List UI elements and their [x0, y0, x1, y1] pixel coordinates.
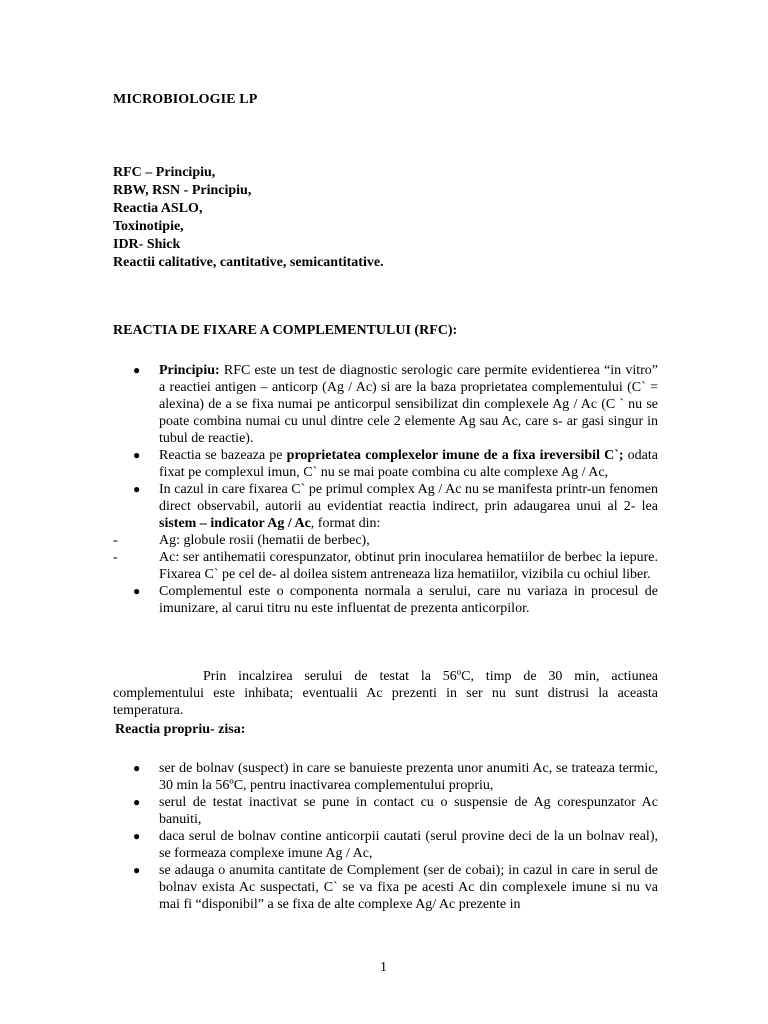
list-item — [113, 447, 658, 481]
bullet-icon: ● — [133, 795, 141, 809]
document-header: MICROBIOLOGIE LP — [113, 92, 258, 107]
topics-list — [113, 164, 384, 272]
bullet-icon: ● — [133, 829, 141, 843]
steps-list — [113, 760, 658, 913]
page-number: 1 — [380, 960, 387, 975]
item-emphasis: sistem – indicator Ag / Ac — [159, 516, 311, 531]
item-text: , format din: — [310, 516, 381, 531]
bullet-icon: ● — [133, 584, 141, 598]
body-paragraph: Prin incalzirea serului de testat la 56ºC, timp de 30 min, actiunea complementului este inhibata; eventualii Ac prezenti in ser nu sunt distrusi la aceasta temperatura. — [113, 669, 658, 718]
topic-item: Reactia ASLO, — [113, 201, 203, 216]
list-item — [113, 481, 658, 532]
item-text: Ac: ser antihematii corespunzator, obtinut prin inocularea hematiilor de berbec la iepure. Fixarea C` pe cel de- al doilea sistem antreneaza liza hematiilor, vizibila cu ochiul liber. — [159, 550, 658, 582]
bullet-icon: ● — [133, 482, 141, 496]
item-emphasis: proprietatea complexelor imune de a fixa ireversibil C`; — [286, 448, 624, 463]
list-item — [113, 362, 658, 447]
topic-item: RFC – Principiu, — [113, 165, 216, 180]
subsection-title: Reactia propriu- zisa: — [115, 722, 246, 737]
bullet-icon: ● — [133, 363, 141, 377]
item-text: se adauga o anumita cantitate de Complement (ser de cobai); in cazul in care in serul de bolnav exista Ac suspectati, C` se va fixa pe acesti Ac din complexele imune si nu va mai fi “disponibil” a se fixa de alte complexe Ag/ Ac prezente in — [159, 863, 658, 912]
item-text: serul de testat inactivat se pune in contact cu o suspensie de Ag corespunzator Ac banuiti, — [159, 795, 658, 827]
bullet-icon: ● — [133, 761, 141, 775]
item-text: In cazul in care fixarea C` pe primul complex Ag / Ac nu se manifesta printr-un fenomen direct observabil, autorii au evidentiat reactia indirect, prin adaugarea unui al 2- lea — [159, 482, 658, 514]
list-item — [113, 794, 658, 828]
bullet-icon: ● — [133, 448, 141, 462]
list-item — [113, 760, 658, 794]
principle-label: Principiu: — [159, 363, 220, 378]
principle-list — [113, 362, 658, 617]
topic-item: RBW, RSN - Principiu, — [113, 183, 252, 198]
list-item — [113, 862, 658, 913]
item-text: Reactia se bazeaza pe — [159, 448, 287, 463]
item-text: Ag: globule rosii (hematii de berbec), — [159, 533, 370, 548]
item-text: daca serul de bolnav contine anticorpii cautati (serul provine deci de la un bolnav real), se formeaza complexe imune Ag / Ac, — [159, 829, 658, 861]
item-text: Complementul este o componenta normala a serului, care nu variaza in procesul de imunizare, al carui titru nu este influentat de prezenta anticorpilor. — [159, 584, 658, 616]
dash-marker: - — [113, 550, 118, 565]
list-item — [113, 583, 658, 617]
topic-item: Toxinotipie, — [113, 219, 184, 234]
item-text: odata fixat pe complexul imun, C` nu se mai poate combina cu alte complexe Ag / Ac, — [159, 448, 658, 480]
principle-text: RFC este un test de diagnostic serologic care permite evidentierea “in vitro” a reactiei antigen – anticorp (Ag / Ac) si are la baza proprietatea complementului (C` = alexina) de a se fixa numai pe anticorpul sensibilizat din complexele Ag / Ac (C ` nu se poate combina numai cu unul dintre cele 2 elemente Ag sau Ac, care s- ar gasi singur in tubul de reactie). — [159, 363, 658, 446]
topic-item: IDR- Shick — [113, 237, 181, 252]
item-text: ser de bolnav (suspect) in care se banuieste prezenta unor anumiti Ac, se trateaza termic, 30 min la 56ºC, pentru inactivarea complementului propriu, — [159, 761, 658, 793]
topic-item: Reactii calitative, cantitative, semicantitative. — [113, 255, 384, 270]
list-item — [113, 532, 658, 549]
section-title: REACTIA DE FIXARE A COMPLEMENTULUI (RFC): — [113, 323, 458, 338]
list-item — [113, 828, 658, 862]
list-item — [113, 549, 658, 583]
bullet-icon: ● — [133, 863, 141, 877]
dash-marker: - — [113, 533, 118, 548]
